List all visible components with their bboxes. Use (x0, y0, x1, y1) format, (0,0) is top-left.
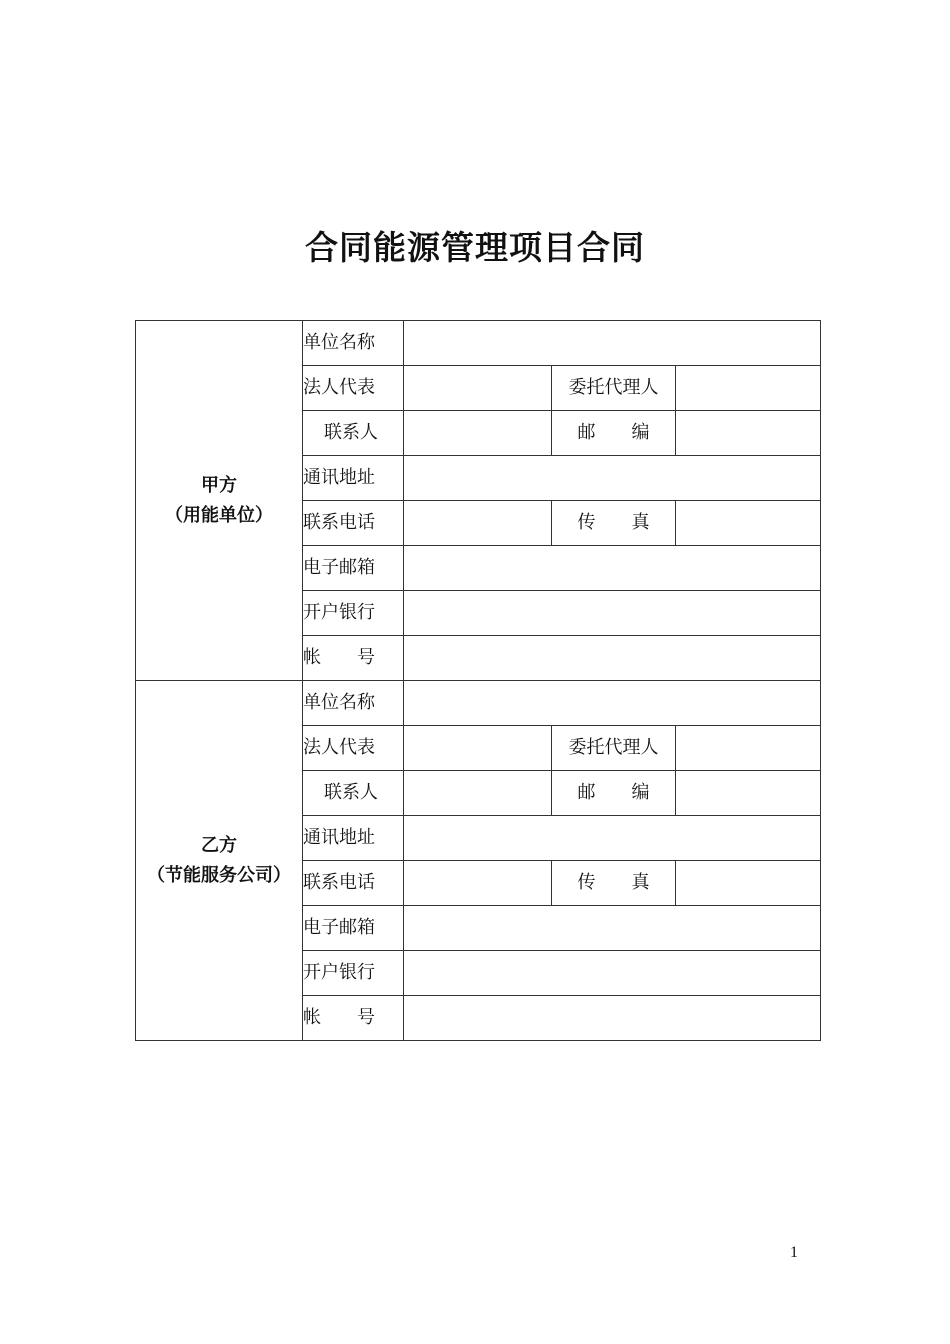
field-value[interactable] (404, 726, 552, 771)
field-value[interactable] (404, 411, 552, 456)
field-label: 电子邮箱 (303, 546, 404, 591)
field-label: 帐 号 (303, 636, 404, 681)
field-value[interactable] (404, 321, 821, 366)
field-label: 联系人 (303, 771, 404, 816)
party-a-desc: （用能单位） (165, 504, 273, 526)
field-label: 开户银行 (303, 591, 404, 636)
party-b-desc: （节能服务公司） (147, 864, 291, 886)
field-value[interactable] (404, 591, 821, 636)
field-label: 法人代表 (303, 366, 404, 411)
party-a-name: 甲方 (201, 474, 237, 496)
field-value[interactable] (404, 366, 552, 411)
field-label: 法人代表 (303, 726, 404, 771)
field-value[interactable] (404, 546, 821, 591)
field-label: 开户银行 (303, 951, 404, 996)
field-label: 邮 编 (552, 771, 676, 816)
field-label: 联系电话 (303, 501, 404, 546)
party-info-table (135, 320, 821, 1041)
field-value[interactable] (404, 906, 821, 951)
field-label: 邮 编 (552, 411, 676, 456)
field-value[interactable] (404, 636, 821, 681)
page-number: 1 (790, 1244, 798, 1261)
field-label: 委托代理人 (552, 366, 676, 411)
field-value[interactable] (404, 501, 552, 546)
field-value[interactable] (676, 771, 821, 816)
field-value[interactable] (404, 996, 821, 1041)
field-label: 单位名称 (303, 321, 404, 366)
field-value[interactable] (676, 366, 821, 411)
document-title: 合同能源管理项目合同 (305, 228, 645, 267)
party-a-section (136, 321, 821, 681)
field-value[interactable] (404, 861, 552, 906)
field-label: 传 真 (552, 861, 676, 906)
party-b-section (136, 681, 821, 1041)
party-b-name: 乙方 (201, 834, 237, 856)
field-label: 单位名称 (303, 681, 404, 726)
field-label: 传 真 (552, 501, 676, 546)
field-label: 通讯地址 (303, 816, 404, 861)
field-value[interactable] (404, 951, 821, 996)
field-value[interactable] (404, 681, 821, 726)
field-label: 帐 号 (303, 996, 404, 1041)
field-value[interactable] (676, 501, 821, 546)
field-value[interactable] (404, 456, 821, 501)
field-value[interactable] (676, 411, 821, 456)
field-value[interactable] (676, 726, 821, 771)
field-value[interactable] (676, 861, 821, 906)
field-value[interactable] (404, 816, 821, 861)
field-value[interactable] (404, 771, 552, 816)
field-label: 联系人 (303, 411, 404, 456)
field-label: 通讯地址 (303, 456, 404, 501)
party-a-cell (136, 321, 303, 681)
party-b-cell (136, 681, 303, 1041)
field-label: 电子邮箱 (303, 906, 404, 951)
table-row (136, 681, 821, 726)
field-label: 联系电话 (303, 861, 404, 906)
table-row (136, 321, 821, 366)
field-label: 委托代理人 (552, 726, 676, 771)
